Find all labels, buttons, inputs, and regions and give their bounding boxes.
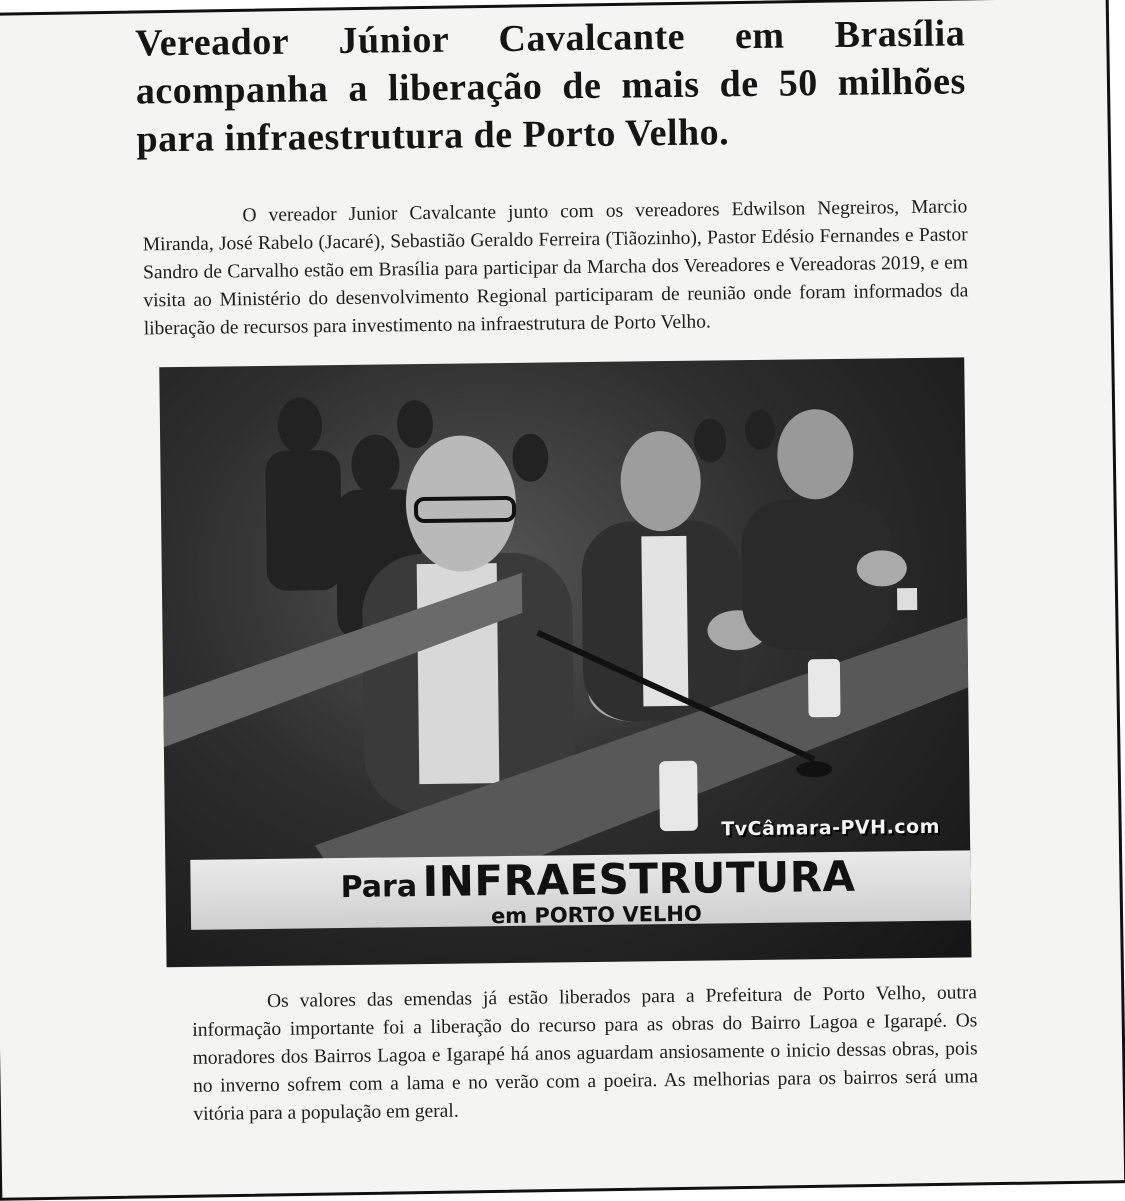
- article-title: Vereador Júnior Cavalcante em Brasília acompanha a liberação de mais de 50 milhões para infraestrutura de Porto Velho.: [135, 12, 967, 161]
- microphone-base: [796, 761, 832, 777]
- banner-headline: [340, 852, 856, 907]
- article-paragraph-1: O vereador Junior Cavalcante junto com os vereadores Edwilson Negreiros, Marcio Miranda, José Rabelo (Jacaré), Sebastião Geraldo Ferreira (Tiãozinho), Pastor Edésio Fernandes e Pastor Sandro de Carvalho estão em Brasília para participar da Marcha dos Vereadores e Vereadoras 2019, e em visita ao Ministério do desenvolvimento Regional participaram de reunião onde foram informados da liberação de recursos para investimento na infraestrutura de Porto Velho.: [142, 196, 969, 340]
- banner-prefix: Para: [340, 869, 418, 906]
- cup-front: [659, 761, 698, 831]
- second-person-figure: [580, 430, 769, 722]
- photo-caption-banner: [190, 850, 971, 930]
- name-card: [897, 588, 917, 610]
- cup-back: [808, 659, 841, 717]
- article-paragraph-2: Os valores das emendas já estão liberados para a Prefeitura de Porto Velho, outra informação importante foi a liberação do recurso para as obras do Bairro Lagoa e Igarapé. Os moradores dos Bairros Lagoa e Igarapé há anos aguardam ansiosamente o inicio dessas obras, pois no inverno sofrem com a lama e no verão com a poeira. As melhorias para os bairros será uma vitória para a população em geral.: [192, 982, 979, 1125]
- banner-subtitle: em PORTO VELHO: [490, 901, 702, 929]
- banner-main-text: INFRAESTRUTURA: [422, 851, 856, 907]
- article-page: [95, 9, 978, 1130]
- tv-watermark: TvCâmara-PVH.com: [721, 815, 941, 841]
- article-photo: [159, 357, 971, 967]
